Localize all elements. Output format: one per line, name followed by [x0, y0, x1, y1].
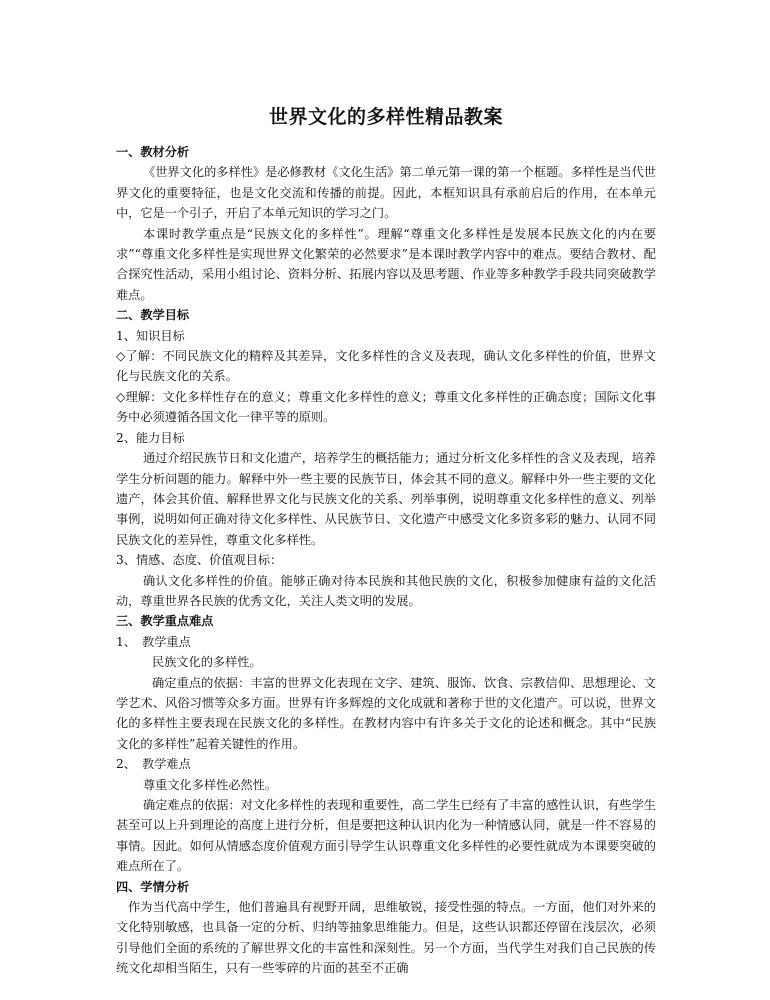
paragraph: ◇了解：不同民族文化的精粹及其差异，文化多样性的含义及表现，确认文化多样性的价值，世界文化与民族文化的关系。 [116, 349, 656, 384]
subheading-teaching-focus: 1、 教学重点 [116, 634, 191, 649]
section-heading-key-difficult-points: 三、教学重点难点 [116, 614, 214, 629]
section-heading-teaching-goals: 二、教学目标 [116, 308, 190, 323]
document-page [116, 104, 656, 979]
subheading-emotion-goals: 3、情感、态度、价值观目标： [116, 553, 283, 568]
paragraph: 确定难点的依据：对文化多样性的表现和重要性，高二学生已经有了丰富的感性认识，有些学生甚至可以上升到理论的高度上进行分析，但是要把这种认识内化为一种情感认同，就是一件不容易的事情。因此。如何从情感态度价值观方面引导学生认识尊重文化多样性的必要性就成为本课要突破的难点所在了。 [116, 798, 656, 874]
section-heading-student-analysis: 四、学情分析 [116, 879, 190, 894]
subheading-teaching-difficulty: 2、 教学难点 [116, 757, 191, 772]
paragraph: 本课时教学重点是“民族文化的多样性”。理解“尊重文化多样性是发展本民族文化的内在要求”“尊重文化多样性是实现世界文化繁荣的必然要求”是本课时教学内容中的难点。要结合教材、配合探究性活动，采用小组讨论、资料分析、拓展内容以及思考题、作业等多种教学手段共同突破教学难点。 [116, 226, 656, 302]
document-title: 世界文化的多样性精品教案 [268, 106, 503, 128]
paragraph: 通过介绍民族节日和文化遗产，培养学生的概括能力；通过分析文化多样性的含义及表现，培养学生分析问题的能力。解释中外一些主要的民族节日，体会其不同的意义。解释中外一些主要的文化遗产，体会其价值、解释世界文化与民族文化的关系、列举事例，说明尊重文化多样性的意义、列举事例，说明如何正确对待文化多样性、从民族节日、文化遗产中感受文化多资多彩的魅力、认同不同民族文化的差异性，尊重文化多样性。 [116, 451, 656, 547]
paragraph: 尊重文化多样性必然性。 [143, 777, 278, 792]
paragraph: 确定重点的依据：丰富的世界文化表现在文字、建筑、服饰、饮食、宗教信仰、思想理论、文学艺术、风俗习惯等众多方面。世界有许多辉煌的文化成就和著称于世的文化遗产。可以说，世界文化的多样性主要表现在民族文化的多样性。在教材内容中有许多关于文化的论述和概念。其中“民族文化的多样性”起着关键性的作用。 [116, 675, 656, 751]
paragraph: 确认文化多样性的价值。能够正确对待本民族和其他民族的文化，积极参加健康有益的文化活动，尊重世界各民族的优秀文化，关注人类文明的发展。 [116, 573, 656, 608]
paragraph: 民族文化的多样性。 [152, 655, 262, 670]
subheading-knowledge-goals: 1、知识目标 [116, 328, 185, 343]
paragraph: 作为当代高中学生，他们普遍具有视野开阔，思维敏锐，接受性强的特点。一方面，他们对外来的文化特别敏感，也具备一定的分析、归纳等抽象思维能力。但是，这些认识都还停留在浅层次，必须引导他们全面的系统的了解世界文化的丰富性和深刻性。另一个方面，当代学生对我们自己民族的传统文化却相当陌生，只有一些零碎的片面的甚至不正确 [116, 900, 656, 976]
subheading-ability-goals: 2、能力目标 [116, 430, 185, 445]
paragraph: ◇理解：文化多样性存在的意义；尊重文化多样性的意义；尊重文化多样性的正确态度；国际文化事务中必须遵循各国文化一律平等的原则。 [116, 389, 656, 425]
section-heading-textbook-analysis: 一、教材分析 [116, 145, 190, 159]
paragraph: 《世界文化的多样性》是必修教材《文化生活》第二单元第一课的第一个框题。多样性是当代世界文化的重要特征，也是文化交流和传播的前提。因此，本框知识具有承前启后的作用，在本单元中，它是一个引子，开启了本单元知识的学习之门。 [116, 165, 656, 221]
